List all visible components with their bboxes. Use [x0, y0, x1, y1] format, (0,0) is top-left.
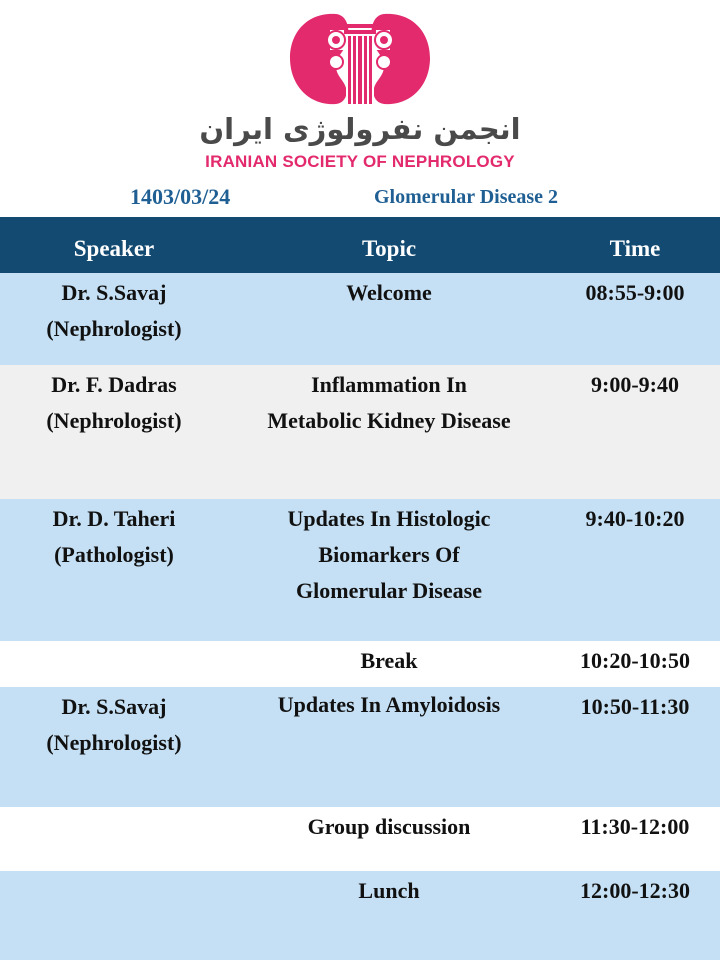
- topic-cell: [228, 275, 550, 311]
- topic-cell: [228, 687, 550, 723]
- topic-line: Updates In Amyloidosis: [277, 692, 501, 717]
- column-header-time: Time: [609, 236, 661, 261]
- topic-line: Biomarkers Of: [318, 542, 460, 567]
- time-cell: 08:55-9:00: [585, 280, 685, 305]
- time-cell: 10:20-10:50: [580, 648, 690, 673]
- table-row: [0, 365, 720, 499]
- time-cell: 12:00-12:30: [580, 878, 690, 903]
- time-cell: 9:00-9:40: [591, 372, 679, 397]
- topic-line: Glomerular Disease: [296, 578, 482, 603]
- column-header-speaker: Speaker: [73, 236, 155, 261]
- time-cell: 10:50-11:30: [580, 694, 690, 719]
- kidney-column-logo-icon: [286, 10, 434, 110]
- topic-line: Metabolic Kidney Disease: [267, 408, 511, 433]
- table-row: [0, 273, 720, 365]
- time-cell: 11:30-12:00: [580, 814, 690, 839]
- speaker-cell: [0, 275, 228, 347]
- speaker-name: Dr. S.Savaj: [61, 694, 167, 719]
- topic-line: Lunch: [358, 878, 420, 903]
- society-logo: [0, 0, 720, 180]
- org-name-english: IRANIAN SOCIETY OF NEPHROLOGY: [205, 152, 515, 171]
- speaker-role: (Nephrologist): [46, 316, 182, 341]
- topic-line: Inflammation In: [311, 372, 467, 397]
- topic-cell: [228, 873, 550, 909]
- time-cell: 9:40-10:20: [585, 506, 685, 531]
- table-row: [0, 499, 720, 641]
- topic-cell: [228, 809, 550, 845]
- topic-line: Group discussion: [307, 814, 471, 839]
- column-header-topic: Topic: [361, 236, 417, 261]
- topic-line: Updates In Histologic: [287, 506, 491, 531]
- speaker-name: Dr. D. Taheri: [52, 506, 176, 531]
- event-date: 1403/03/24: [130, 184, 231, 209]
- topic-line: Break: [360, 648, 418, 673]
- speaker-role: (Nephrologist): [46, 730, 182, 755]
- org-name-persian: انجمن نفرولوژی ایران: [199, 112, 521, 146]
- speaker-role: (Nephrologist): [46, 408, 182, 433]
- table-row: [0, 871, 720, 960]
- topic-cell: [228, 367, 550, 439]
- speaker-name: Dr. F. Dadras: [51, 372, 177, 397]
- speaker-cell: [0, 367, 228, 439]
- topic-cell: [228, 643, 550, 679]
- speaker-cell: [0, 501, 228, 573]
- speaker-role: (Pathologist): [54, 542, 174, 567]
- topic-line: Welcome: [346, 280, 432, 305]
- session-title: Glomerular Disease 2: [374, 186, 559, 208]
- speaker-name: Dr. S.Savaj: [61, 280, 167, 305]
- table-row: [0, 687, 720, 807]
- topic-cell: [228, 501, 550, 609]
- table-row: [0, 807, 720, 871]
- table-header: [0, 217, 720, 273]
- speaker-cell: [0, 689, 228, 761]
- table-row: [0, 641, 720, 687]
- schedule-table: [0, 217, 720, 960]
